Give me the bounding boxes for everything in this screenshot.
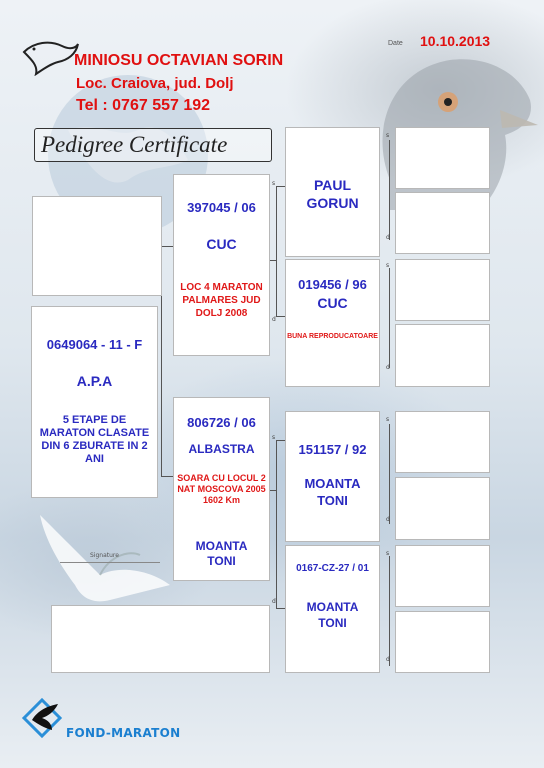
dam-breeder: MOANTA TONI xyxy=(195,539,248,568)
connector-line xyxy=(270,260,277,261)
ancestor-box xyxy=(395,477,490,540)
ancestor-box xyxy=(395,127,490,189)
connector-line xyxy=(161,246,173,247)
dam-mark: d xyxy=(386,364,390,371)
watermark-text: FOND-MARATON xyxy=(66,726,181,740)
ancestor-box xyxy=(395,545,490,607)
sire-box xyxy=(173,174,270,356)
dam-dam-breeder: MOANTA TONI xyxy=(306,600,359,630)
connector-line xyxy=(389,268,390,368)
dam-notes: SOARA CU LOCUL 2 NAT MOSCOVA 2005 1602 Km xyxy=(177,473,266,505)
connector-line xyxy=(270,490,277,491)
date-value: 10.10.2013 xyxy=(420,33,491,49)
connector-line xyxy=(276,186,277,316)
subject-box xyxy=(31,306,158,498)
ancestor-box xyxy=(395,411,490,473)
sire-mark: s xyxy=(386,132,390,139)
signature-label: Signature xyxy=(90,552,119,559)
owner-location: Loc. Craiova, jud. Dolj xyxy=(76,75,234,92)
connector-line xyxy=(389,556,390,666)
dam-sire-ring: 151157 / 92 xyxy=(298,442,367,457)
dam-sire-breeder: MOANTA TONI xyxy=(304,476,361,508)
subject-ring: 0649064 - 11 - F xyxy=(46,337,143,352)
photo-box xyxy=(32,196,162,296)
dam-color: ALBASTRA xyxy=(188,442,255,456)
date-label: Date xyxy=(388,40,403,47)
dam-mark: d xyxy=(272,316,276,323)
connector-line xyxy=(276,440,285,441)
owner-name: MINIOSU OCTAVIAN SORIN xyxy=(74,52,284,69)
connector-line xyxy=(389,424,390,524)
sire-mark: s xyxy=(272,434,276,441)
sire-ring: 397045 / 06 xyxy=(187,200,256,215)
sire-mark: s xyxy=(386,550,390,557)
pigeon-logo xyxy=(20,34,80,76)
ancestor-box xyxy=(395,611,490,673)
sire-sire-box xyxy=(285,127,380,257)
dam-dam-ring: 0167-CZ-27 / 01 xyxy=(296,563,369,574)
sire-mark: s xyxy=(386,416,390,423)
subject-notes: 5 ETAPE DE MARATON CLASATE DIN 6 ZBURATE IN 2 ANI xyxy=(39,414,150,465)
sire-notes: LOC 4 MARATON PALMARES JUD DOLJ 2008 xyxy=(180,282,263,319)
sire-mark: s xyxy=(386,262,390,269)
dam-box xyxy=(173,397,270,581)
dam-mark: d xyxy=(386,656,390,663)
flying-pigeon-illustration xyxy=(30,505,180,615)
certificate-title-frame xyxy=(34,128,272,162)
connector-line xyxy=(389,140,390,240)
sire-dam-ring: 019456 / 96 xyxy=(298,277,367,292)
sire-mark: s xyxy=(272,180,276,187)
ancestor-box xyxy=(395,324,490,387)
sire-color: CUC xyxy=(206,236,237,252)
notes-box xyxy=(51,605,270,673)
sire-dam-box xyxy=(285,259,380,387)
connector-line xyxy=(276,608,285,609)
sire-dam-notes: BUNA REPRODUCATOARE xyxy=(287,333,378,340)
sire-dam-color: CUC xyxy=(317,295,348,311)
dam-mark: d xyxy=(386,516,390,523)
dam-ring: 806726 / 06 xyxy=(187,415,256,430)
dam-dam-box xyxy=(285,545,380,673)
connector-line xyxy=(276,186,285,187)
connector-line xyxy=(276,316,285,317)
connector-line xyxy=(276,440,277,608)
signature-line xyxy=(60,562,160,563)
sire-sire-breeder: PAUL GORUN xyxy=(306,177,359,211)
dam-mark: d xyxy=(272,598,276,605)
ancestor-box xyxy=(395,259,490,321)
dam-sire-box xyxy=(285,411,380,542)
ancestor-box xyxy=(395,192,490,254)
owner-phone: Tel : 0767 557 192 xyxy=(76,97,211,114)
subject-color: A.P.A xyxy=(76,373,113,389)
certificate-title: Pedigree Certificate xyxy=(41,132,228,157)
dam-mark: d xyxy=(386,234,390,241)
connector-line xyxy=(161,476,173,477)
fond-maraton-logo-icon xyxy=(18,694,68,740)
